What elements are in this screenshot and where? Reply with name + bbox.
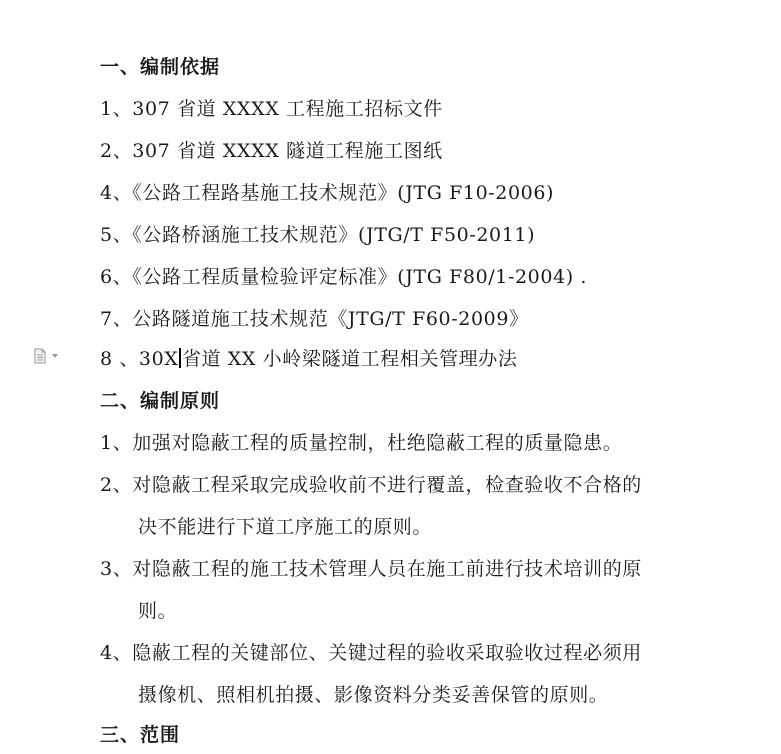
basis-item-8-part2: 省道 XX 小岭梁隧道工程相关管理办法 <box>181 348 518 370</box>
basis-item-1: 1、307 省道 XXXX 工程施工招标文件 <box>100 98 443 120</box>
principle-item-4: 4、隐蔽工程的关键部位、关键过程的验收采取验收过程必须用 <box>100 642 642 664</box>
basis-item-8[interactable] <box>100 346 517 372</box>
principle-item-2: 2、对隐蔽工程采取完成验收前不进行覆盖，检查验收不合格的 <box>100 474 642 496</box>
basis-item-5: 5、《公路桥涵施工技术规范》(JTG/T F50-2011) <box>100 224 536 246</box>
paragraph-options-button[interactable] <box>32 347 62 365</box>
principle-item-3: 3、对隐蔽工程的施工技术管理人员在施工前进行技术培训的原 <box>100 558 642 580</box>
basis-item-7: 7、公路隧道施工技术规范《JTG/T F60-2009》 <box>100 308 529 330</box>
section-heading-principles: 二、编制原则 <box>100 390 221 412</box>
principle-item-1: 1、加强对隐蔽工程的质量控制，杜绝隐蔽工程的质量隐患。 <box>100 432 623 454</box>
basis-item-2: 2、307 省道 XXXX 隧道工程施工图纸 <box>100 140 443 162</box>
text-cursor <box>179 348 181 368</box>
basis-item-4: 4、《公路工程路基施工技术规范》(JTG F10-2006) <box>100 182 555 204</box>
chevron-down-icon <box>52 354 58 358</box>
principle-item-4-continued: 摄像机、照相机拍摄、影像资料分类妥善保管的原则。 <box>138 684 609 706</box>
section-heading-scope: 三、范围 <box>100 724 181 746</box>
principle-item-3-continued: 则。 <box>138 600 178 622</box>
basis-item-8-part1: 8 、30X <box>100 348 179 370</box>
document-paragraph-icon <box>32 348 48 364</box>
section-heading-basis: 一、编制依据 <box>100 56 221 78</box>
principle-item-2-continued: 决不能进行下道工序施工的原则。 <box>138 516 433 538</box>
basis-item-6: 6、《公路工程质量检验评定标准》(JTG F80/1-2004) . <box>100 266 588 288</box>
